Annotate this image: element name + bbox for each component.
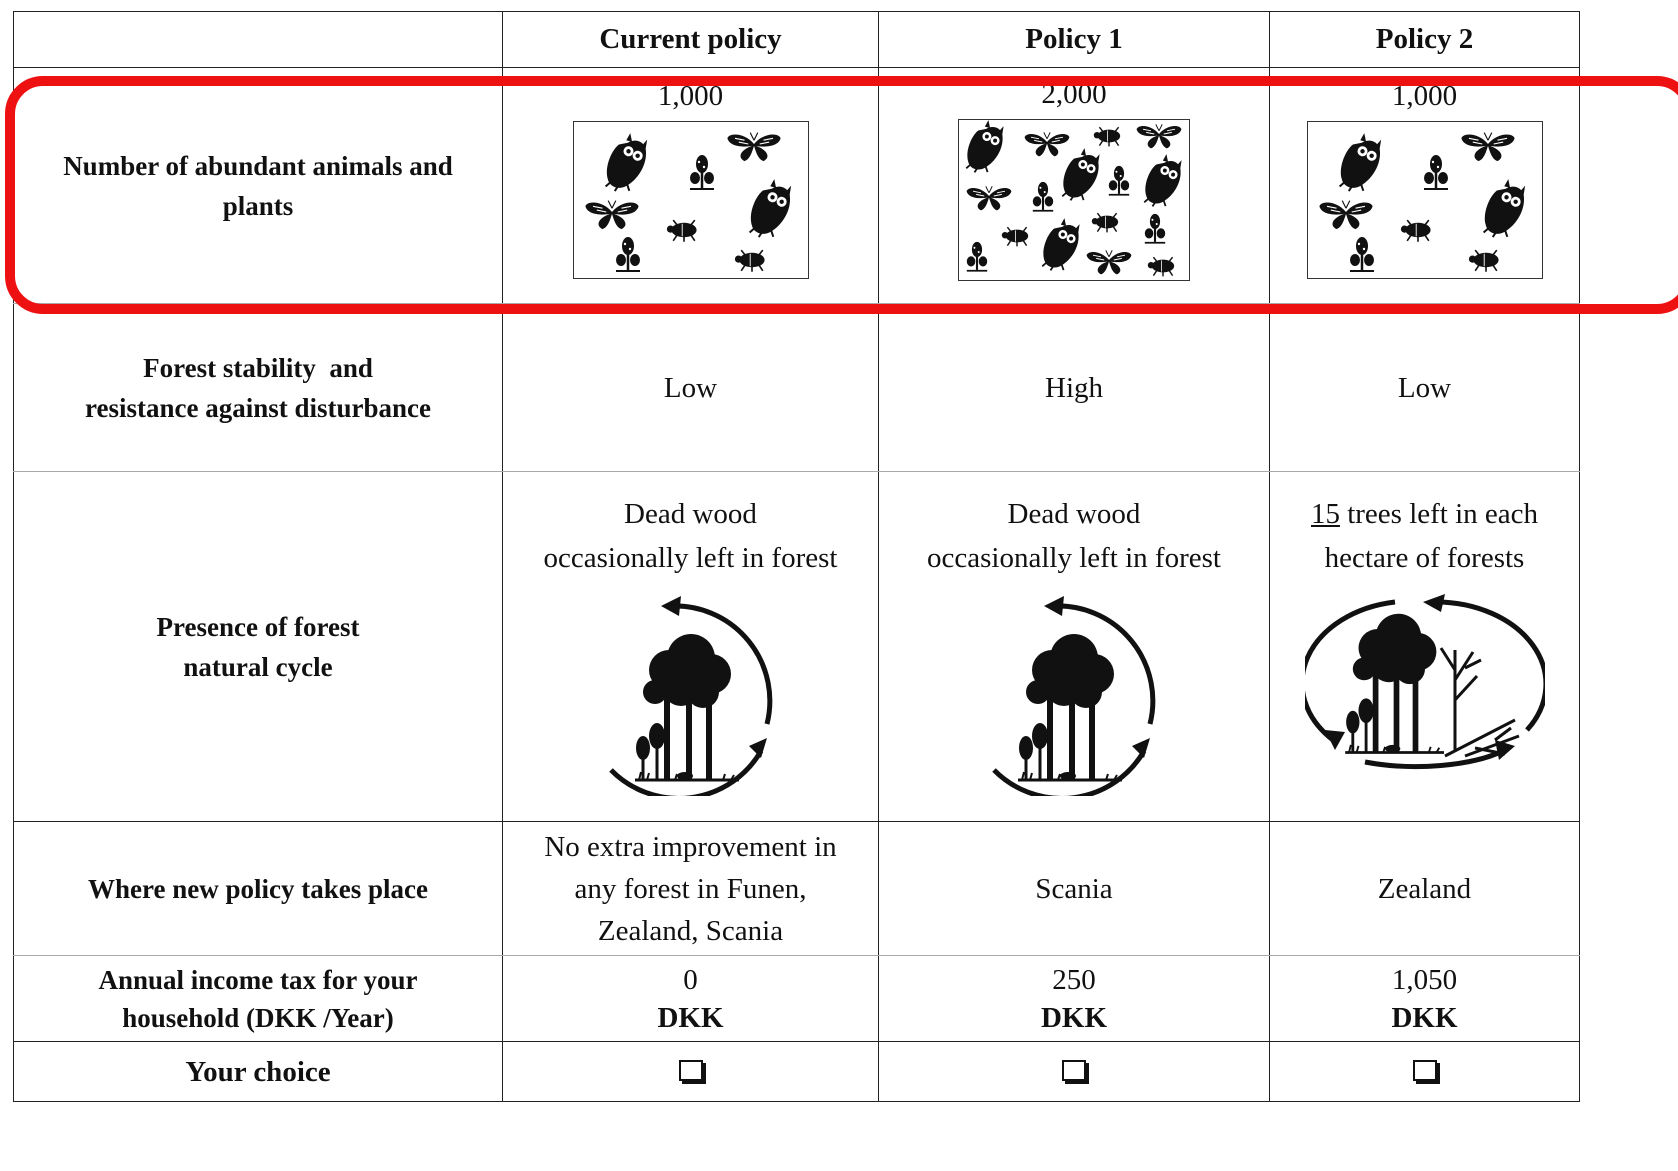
header-policy-2: Policy 2 bbox=[1270, 12, 1580, 68]
abundance-policy2-cell bbox=[1270, 68, 1580, 304]
choice-policy2-checkbox[interactable] bbox=[1413, 1060, 1437, 1081]
choice-label: Your choice bbox=[14, 1042, 503, 1102]
stability-row bbox=[14, 304, 1580, 472]
owl-icon bbox=[745, 176, 794, 243]
choice-card-table bbox=[13, 11, 1580, 1102]
tax-row bbox=[14, 956, 1580, 1042]
location-policy2: Zealand bbox=[1270, 822, 1580, 956]
butterfly-icon bbox=[585, 201, 638, 230]
natural-cycle-current-line1: Dead wood bbox=[624, 498, 757, 530]
beetle-icon bbox=[1148, 257, 1174, 276]
arrow-head-icon bbox=[1423, 594, 1445, 612]
owl-icon bbox=[1059, 145, 1104, 205]
arrow-head-icon bbox=[661, 596, 681, 616]
header-row bbox=[14, 12, 1580, 68]
species-image-policy1 bbox=[958, 119, 1190, 281]
beetle-icon bbox=[1400, 220, 1430, 242]
stability-label-line1: Forest stability and bbox=[143, 352, 373, 383]
owl-icon bbox=[963, 120, 1008, 177]
header-corner-cell bbox=[14, 12, 503, 68]
location-row bbox=[14, 822, 1580, 956]
forest-cycle-illustration bbox=[964, 586, 1184, 796]
species-illustration bbox=[1308, 122, 1542, 278]
stability-policy2: Low bbox=[1270, 304, 1580, 472]
natural-cycle-current-line2: occasionally left in forest bbox=[543, 542, 838, 574]
abundance-policy1-cell bbox=[879, 68, 1270, 304]
natural-cycle-label-cell bbox=[14, 472, 503, 822]
arrow-head-icon bbox=[1044, 596, 1064, 616]
butterfly-icon bbox=[1025, 132, 1070, 156]
butterfly-icon bbox=[1087, 250, 1132, 274]
natural-cycle-row bbox=[14, 472, 1580, 822]
location-label-cell bbox=[14, 822, 503, 956]
tax-current-value: 0 bbox=[683, 963, 698, 996]
tax-policy2-value: 1,050 bbox=[1391, 963, 1458, 996]
butterfly-icon bbox=[1137, 124, 1182, 148]
header-policy-1: Policy 1 bbox=[879, 12, 1270, 68]
abundance-label-cell bbox=[14, 68, 503, 304]
tax-policy1-cell bbox=[879, 956, 1270, 1042]
natural-cycle-policy2-line2: hectare of forests bbox=[1324, 542, 1525, 574]
stability-current: Low bbox=[503, 304, 879, 472]
tax-label-line1: Annual income tax for your bbox=[98, 964, 418, 995]
plant-icon bbox=[1424, 155, 1448, 189]
arrow-head-icon bbox=[1325, 730, 1345, 750]
abundance-label: Number of abundant animals and plants bbox=[63, 150, 453, 221]
plant-icon bbox=[690, 155, 714, 189]
arrow-head-icon bbox=[1132, 738, 1150, 758]
tax-current-unit: DKK bbox=[657, 1001, 724, 1034]
species-illustration bbox=[574, 122, 808, 278]
location-policy1: Scania bbox=[879, 822, 1270, 956]
plant-icon bbox=[616, 237, 640, 271]
butterfly-icon bbox=[727, 133, 780, 162]
abundance-policy2-value: 1,000 bbox=[1391, 80, 1458, 112]
header-current-policy: Current policy bbox=[503, 12, 879, 68]
butterfly-icon bbox=[967, 186, 1012, 210]
abundance-row bbox=[14, 68, 1580, 304]
abundance-current-value: 1,000 bbox=[657, 80, 724, 112]
choice-current-checkbox[interactable] bbox=[679, 1060, 703, 1081]
owl-icon bbox=[1335, 130, 1384, 197]
stability-policy1: High bbox=[879, 304, 1270, 472]
tax-label-line2: household (DKK /Year) bbox=[122, 1002, 394, 1033]
natural-cycle-policy1-cell bbox=[879, 472, 1270, 822]
choice-current-cell bbox=[503, 1042, 879, 1102]
species-image-policy2 bbox=[1307, 121, 1543, 279]
abundance-policy1-value: 2,000 bbox=[1041, 78, 1107, 110]
location-current-cell bbox=[503, 822, 879, 956]
tax-policy2-unit: DKK bbox=[1391, 1001, 1458, 1034]
trees-icon bbox=[1345, 614, 1444, 753]
beetle-icon bbox=[734, 250, 764, 272]
butterfly-icon bbox=[1319, 201, 1372, 230]
natural-cycle-policy2-cell bbox=[1270, 472, 1580, 822]
choice-policy1-cell bbox=[879, 1042, 1270, 1102]
forest-cycle-full-illustration bbox=[1305, 590, 1545, 780]
natural-cycle-label-line2: natural cycle bbox=[183, 651, 333, 682]
stability-label-line2: resistance against disturbance bbox=[84, 392, 431, 423]
butterfly-icon bbox=[1461, 133, 1514, 162]
dead-tree-icon bbox=[1441, 648, 1481, 750]
natural-cycle-policy1-line2: occasionally left in forest bbox=[927, 542, 1221, 574]
location-current-line1: No extra improvement in bbox=[544, 830, 837, 863]
natural-cycle-policy1-line1: Dead wood bbox=[1007, 498, 1141, 530]
trees-per-hectare-text: trees left in each bbox=[1339, 498, 1539, 530]
abundance-current-cell bbox=[503, 68, 879, 304]
plant-icon bbox=[1145, 214, 1165, 243]
trees-icon bbox=[635, 634, 739, 780]
species-illustration bbox=[959, 120, 1189, 280]
beetle-icon bbox=[1092, 213, 1118, 232]
trees-icon bbox=[1018, 634, 1122, 780]
owl-icon bbox=[1039, 215, 1084, 275]
choice-row bbox=[14, 1042, 1580, 1102]
plant-icon bbox=[1033, 182, 1053, 211]
tax-policy1-value: 250 bbox=[1052, 963, 1096, 996]
plant-icon bbox=[1109, 166, 1129, 195]
owl-icon bbox=[1141, 151, 1186, 211]
species-image-current bbox=[573, 121, 809, 279]
plant-icon bbox=[967, 242, 987, 271]
location-current-line2: any forest in Funen, bbox=[574, 872, 807, 905]
tax-policy1-unit: DKK bbox=[1040, 1001, 1108, 1034]
plant-icon bbox=[1350, 237, 1374, 271]
trees-per-hectare-number: 15 bbox=[1310, 498, 1340, 530]
beetle-icon bbox=[1002, 227, 1028, 246]
owl-icon bbox=[601, 130, 650, 197]
tax-label-cell bbox=[14, 956, 503, 1042]
stability-label-cell bbox=[14, 304, 503, 472]
tax-current-cell bbox=[503, 956, 879, 1042]
natural-cycle-current-cell bbox=[503, 472, 879, 822]
forest-cycle-illustration bbox=[581, 586, 801, 796]
beetle-icon bbox=[666, 220, 696, 242]
beetle-icon bbox=[1094, 127, 1120, 146]
location-current-line3: Zealand, Scania bbox=[597, 914, 784, 947]
natural-cycle-policy2-line1 bbox=[1270, 492, 1579, 536]
choice-policy2-cell bbox=[1270, 1042, 1580, 1102]
location-label: Where new policy takes place bbox=[88, 873, 428, 904]
beetle-icon bbox=[1468, 250, 1498, 272]
tax-policy2-cell bbox=[1270, 956, 1580, 1042]
arrow-head-icon bbox=[749, 738, 767, 758]
choice-policy1-checkbox[interactable] bbox=[1062, 1060, 1086, 1081]
owl-icon bbox=[1479, 176, 1528, 243]
natural-cycle-label-line1: Presence of forest bbox=[156, 611, 360, 642]
